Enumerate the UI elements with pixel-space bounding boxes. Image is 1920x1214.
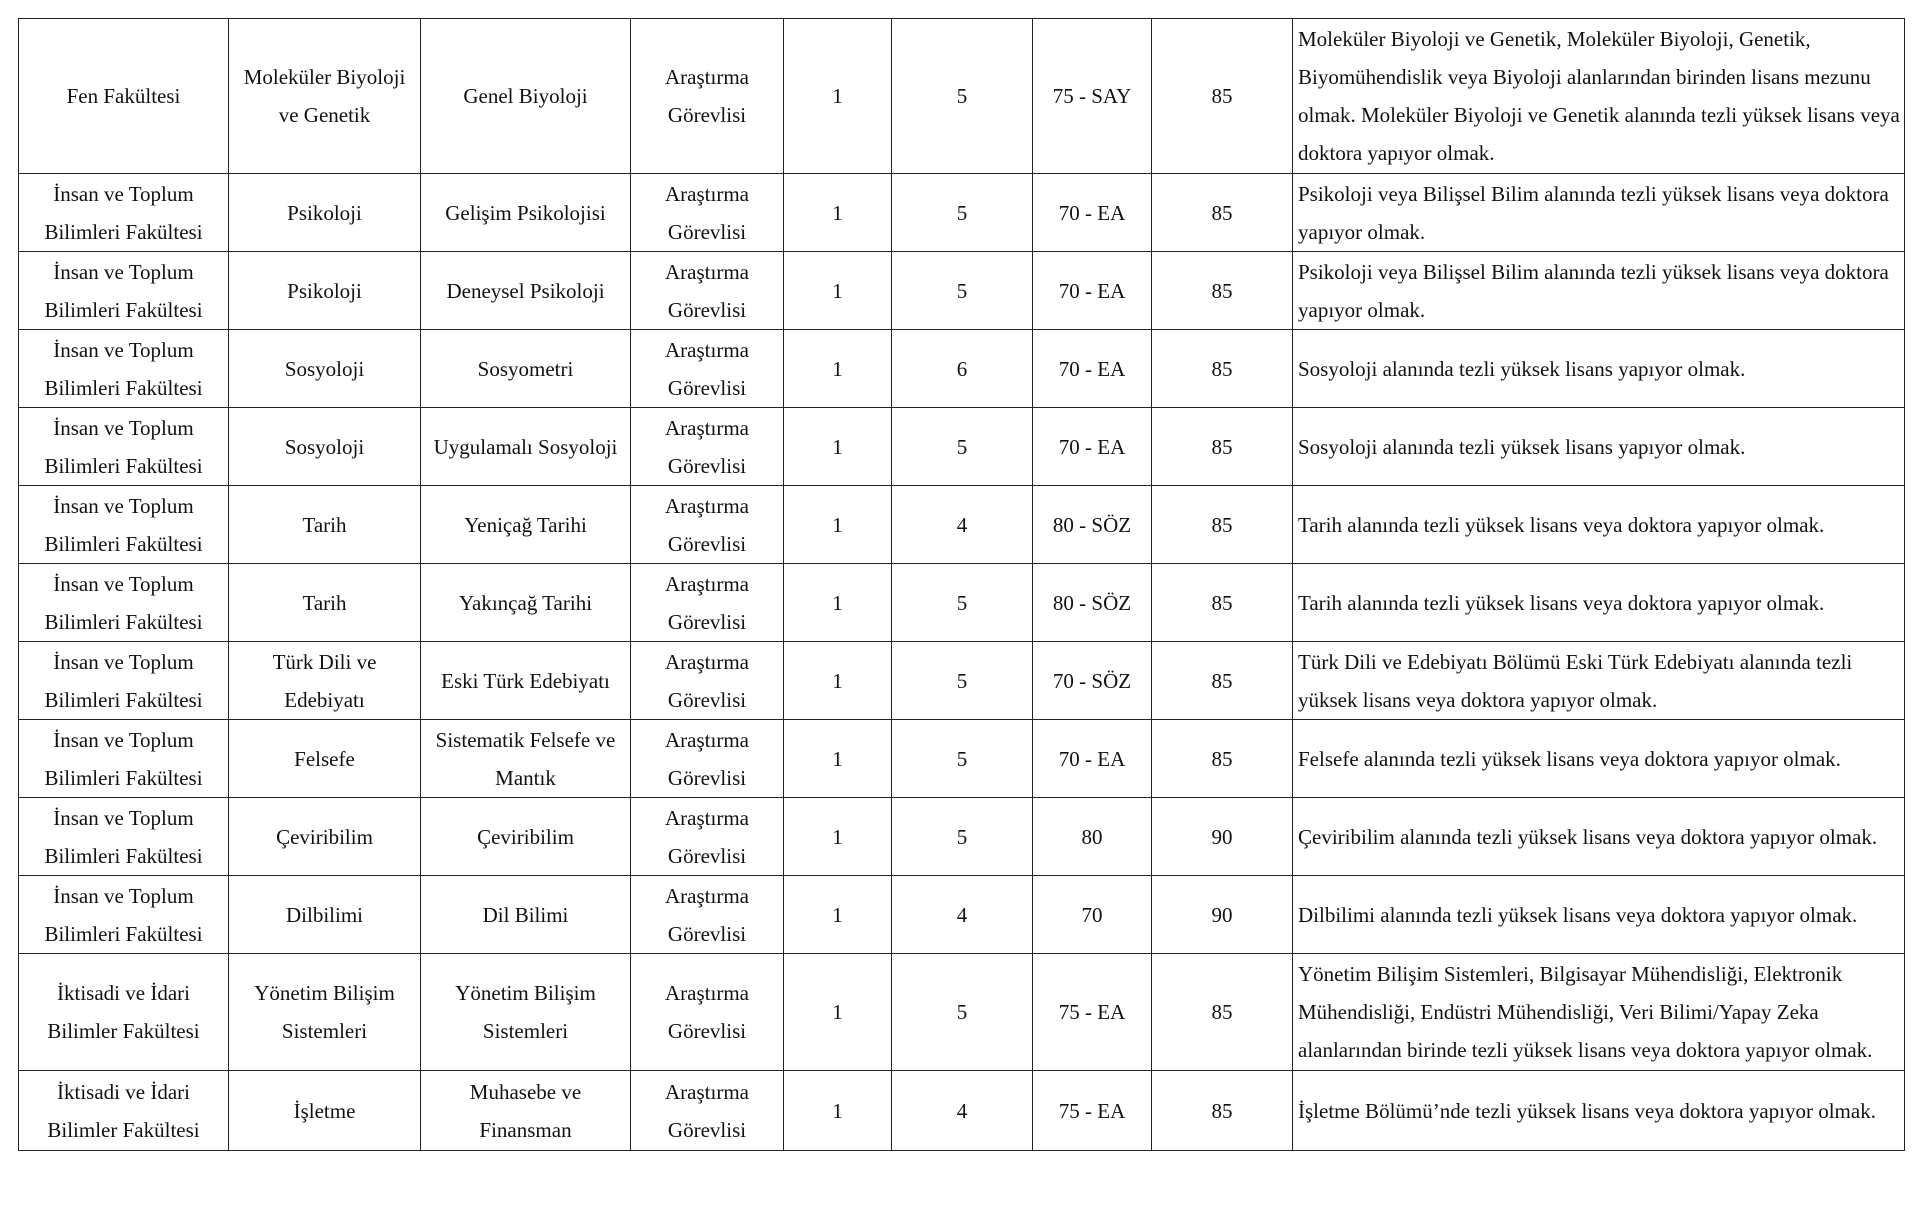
faculty-cell: Fen Fakültesi bbox=[19, 19, 229, 174]
field-cell: Eski Türk Edebiyatı bbox=[421, 642, 631, 720]
language-cell: 90 bbox=[1152, 876, 1293, 954]
degree-cell: 6 bbox=[892, 330, 1033, 408]
degree-cell: 4 bbox=[892, 1071, 1033, 1151]
count-cell: 1 bbox=[784, 954, 892, 1071]
table-row bbox=[19, 1071, 1905, 1151]
field-cell: Sistematik Felsefe ve Mantık bbox=[421, 720, 631, 798]
faculty-cell: İktisadi ve İdari Bilimler Fakültesi bbox=[19, 1071, 229, 1151]
field-cell: Deneysel Psikoloji bbox=[421, 252, 631, 330]
count-cell: 1 bbox=[784, 408, 892, 486]
title-cell: Araştırma Görevlisi bbox=[631, 642, 784, 720]
language-cell: 85 bbox=[1152, 330, 1293, 408]
faculty-cell: İnsan ve Toplum Bilimleri Fakültesi bbox=[19, 798, 229, 876]
title-cell: Araştırma Görevlisi bbox=[631, 330, 784, 408]
table-row bbox=[19, 798, 1905, 876]
faculty-cell: İktisadi ve İdari Bilimler Fakültesi bbox=[19, 954, 229, 1071]
department-cell: Türk Dili ve Edebiyatı bbox=[229, 642, 421, 720]
ales-cell: 70 - EA bbox=[1033, 720, 1152, 798]
count-cell: 1 bbox=[784, 876, 892, 954]
ales-cell: 70 bbox=[1033, 876, 1152, 954]
degree-cell: 4 bbox=[892, 876, 1033, 954]
title-cell: Araştırma Görevlisi bbox=[631, 252, 784, 330]
count-cell: 1 bbox=[784, 1071, 892, 1151]
faculty-cell: İnsan ve Toplum Bilimleri Fakültesi bbox=[19, 252, 229, 330]
field-cell: Sosyometri bbox=[421, 330, 631, 408]
title-cell: Araştırma Görevlisi bbox=[631, 1071, 784, 1151]
language-cell: 85 bbox=[1152, 954, 1293, 1071]
ales-cell: 70 - EA bbox=[1033, 330, 1152, 408]
language-cell: 85 bbox=[1152, 174, 1293, 252]
requirement-cell: Sosyoloji alanında tezli yüksek lisans yapıyor olmak. bbox=[1293, 408, 1905, 486]
department-cell: Psikoloji bbox=[229, 174, 421, 252]
count-cell: 1 bbox=[784, 174, 892, 252]
table-row bbox=[19, 642, 1905, 720]
faculty-cell: İnsan ve Toplum Bilimleri Fakültesi bbox=[19, 408, 229, 486]
language-cell: 85 bbox=[1152, 252, 1293, 330]
ales-cell: 80 - SÖZ bbox=[1033, 486, 1152, 564]
language-cell: 85 bbox=[1152, 19, 1293, 174]
title-cell: Araştırma Görevlisi bbox=[631, 798, 784, 876]
count-cell: 1 bbox=[784, 330, 892, 408]
requirement-cell: Dilbilimi alanında tezli yüksek lisans veya doktora yapıyor olmak. bbox=[1293, 876, 1905, 954]
count-cell: 1 bbox=[784, 720, 892, 798]
count-cell: 1 bbox=[784, 19, 892, 174]
table-row bbox=[19, 564, 1905, 642]
count-cell: 1 bbox=[784, 252, 892, 330]
language-cell: 85 bbox=[1152, 642, 1293, 720]
table-row bbox=[19, 720, 1905, 798]
degree-cell: 5 bbox=[892, 19, 1033, 174]
field-cell: Yakınçağ Tarihi bbox=[421, 564, 631, 642]
ales-cell: 75 - EA bbox=[1033, 1071, 1152, 1151]
degree-cell: 5 bbox=[892, 642, 1033, 720]
requirement-cell: Türk Dili ve Edebiyatı Bölümü Eski Türk Edebiyatı alanında tezli yüksek lisans veya doktora yapıyor olmak. bbox=[1293, 642, 1905, 720]
department-cell: Tarih bbox=[229, 564, 421, 642]
degree-cell: 4 bbox=[892, 486, 1033, 564]
title-cell: Araştırma Görevlisi bbox=[631, 486, 784, 564]
ales-cell: 75 - SAY bbox=[1033, 19, 1152, 174]
language-cell: 85 bbox=[1152, 486, 1293, 564]
table-row bbox=[19, 876, 1905, 954]
department-cell: Psikoloji bbox=[229, 252, 421, 330]
title-cell: Araştırma Görevlisi bbox=[631, 408, 784, 486]
positions-table bbox=[18, 18, 1905, 1151]
department-cell: Moleküler Biyoloji ve Genetik bbox=[229, 19, 421, 174]
faculty-cell: İnsan ve Toplum Bilimleri Fakültesi bbox=[19, 486, 229, 564]
department-cell: Sosyoloji bbox=[229, 330, 421, 408]
requirement-cell: Felsefe alanında tezli yüksek lisans veya doktora yapıyor olmak. bbox=[1293, 720, 1905, 798]
faculty-cell: İnsan ve Toplum Bilimleri Fakültesi bbox=[19, 174, 229, 252]
table-row bbox=[19, 19, 1905, 174]
degree-cell: 5 bbox=[892, 720, 1033, 798]
language-cell: 85 bbox=[1152, 408, 1293, 486]
title-cell: Araştırma Görevlisi bbox=[631, 954, 784, 1071]
ales-cell: 75 - EA bbox=[1033, 954, 1152, 1071]
count-cell: 1 bbox=[784, 798, 892, 876]
department-cell: Yönetim Bilişim Sistemleri bbox=[229, 954, 421, 1071]
requirement-cell: Sosyoloji alanında tezli yüksek lisans yapıyor olmak. bbox=[1293, 330, 1905, 408]
degree-cell: 5 bbox=[892, 798, 1033, 876]
requirement-cell: Psikoloji veya Bilişsel Bilim alanında tezli yüksek lisans veya doktora yapıyor olmak. bbox=[1293, 174, 1905, 252]
table-row bbox=[19, 408, 1905, 486]
table-row bbox=[19, 486, 1905, 564]
degree-cell: 5 bbox=[892, 564, 1033, 642]
count-cell: 1 bbox=[784, 642, 892, 720]
table-row bbox=[19, 330, 1905, 408]
title-cell: Araştırma Görevlisi bbox=[631, 564, 784, 642]
faculty-cell: İnsan ve Toplum Bilimleri Fakültesi bbox=[19, 330, 229, 408]
requirement-cell: Moleküler Biyoloji ve Genetik, Moleküler Biyoloji, Genetik, Biyomühendislik veya Biyoloji alanlarından birinden lisans mezunu olmak. Moleküler Biyoloji ve Genetik alanında tezli yüksek lisans veya doktora yapıyor olmak. bbox=[1293, 19, 1905, 174]
field-cell: Uygulamalı Sosyoloji bbox=[421, 408, 631, 486]
count-cell: 1 bbox=[784, 486, 892, 564]
title-cell: Araştırma Görevlisi bbox=[631, 174, 784, 252]
language-cell: 85 bbox=[1152, 720, 1293, 798]
requirement-cell: Psikoloji veya Bilişsel Bilim alanında tezli yüksek lisans veya doktora yapıyor olmak. bbox=[1293, 252, 1905, 330]
degree-cell: 5 bbox=[892, 954, 1033, 1071]
ales-cell: 70 - SÖZ bbox=[1033, 642, 1152, 720]
faculty-cell: İnsan ve Toplum Bilimleri Fakültesi bbox=[19, 642, 229, 720]
title-cell: Araştırma Görevlisi bbox=[631, 876, 784, 954]
faculty-cell: İnsan ve Toplum Bilimleri Fakültesi bbox=[19, 720, 229, 798]
department-cell: Tarih bbox=[229, 486, 421, 564]
department-cell: İşletme bbox=[229, 1071, 421, 1151]
faculty-cell: İnsan ve Toplum Bilimleri Fakültesi bbox=[19, 564, 229, 642]
ales-cell: 70 - EA bbox=[1033, 408, 1152, 486]
department-cell: Dilbilimi bbox=[229, 876, 421, 954]
degree-cell: 5 bbox=[892, 408, 1033, 486]
faculty-cell: İnsan ve Toplum Bilimleri Fakültesi bbox=[19, 876, 229, 954]
field-cell: Genel Biyoloji bbox=[421, 19, 631, 174]
requirement-cell: Yönetim Bilişim Sistemleri, Bilgisayar Mühendisliği, Elektronik Mühendisliği, Endüstri Mühendisliği, Veri Bilimi/Yapay Zeka alanlarından birinde tezli yüksek lisans veya doktora yapıyor olmak. bbox=[1293, 954, 1905, 1071]
department-cell: Felsefe bbox=[229, 720, 421, 798]
field-cell: Yönetim Bilişim Sistemleri bbox=[421, 954, 631, 1071]
ales-cell: 80 bbox=[1033, 798, 1152, 876]
requirement-cell: Tarih alanında tezli yüksek lisans veya doktora yapıyor olmak. bbox=[1293, 564, 1905, 642]
table-row bbox=[19, 954, 1905, 1071]
department-cell: Çeviribilim bbox=[229, 798, 421, 876]
field-cell: Çeviribilim bbox=[421, 798, 631, 876]
title-cell: Araştırma Görevlisi bbox=[631, 19, 784, 174]
requirement-cell: Çeviribilim alanında tezli yüksek lisans veya doktora yapıyor olmak. bbox=[1293, 798, 1905, 876]
table-row bbox=[19, 174, 1905, 252]
language-cell: 85 bbox=[1152, 1071, 1293, 1151]
ales-cell: 70 - EA bbox=[1033, 252, 1152, 330]
ales-cell: 70 - EA bbox=[1033, 174, 1152, 252]
ales-cell: 80 - SÖZ bbox=[1033, 564, 1152, 642]
field-cell: Yeniçağ Tarihi bbox=[421, 486, 631, 564]
table-row bbox=[19, 252, 1905, 330]
requirement-cell: İşletme Bölümü’nde tezli yüksek lisans veya doktora yapıyor olmak. bbox=[1293, 1071, 1905, 1151]
department-cell: Sosyoloji bbox=[229, 408, 421, 486]
degree-cell: 5 bbox=[892, 174, 1033, 252]
degree-cell: 5 bbox=[892, 252, 1033, 330]
count-cell: 1 bbox=[784, 564, 892, 642]
language-cell: 90 bbox=[1152, 798, 1293, 876]
language-cell: 85 bbox=[1152, 564, 1293, 642]
field-cell: Muhasebe ve Finansman bbox=[421, 1071, 631, 1151]
title-cell: Araştırma Görevlisi bbox=[631, 720, 784, 798]
field-cell: Gelişim Psikolojisi bbox=[421, 174, 631, 252]
field-cell: Dil Bilimi bbox=[421, 876, 631, 954]
requirement-cell: Tarih alanında tezli yüksek lisans veya doktora yapıyor olmak. bbox=[1293, 486, 1905, 564]
